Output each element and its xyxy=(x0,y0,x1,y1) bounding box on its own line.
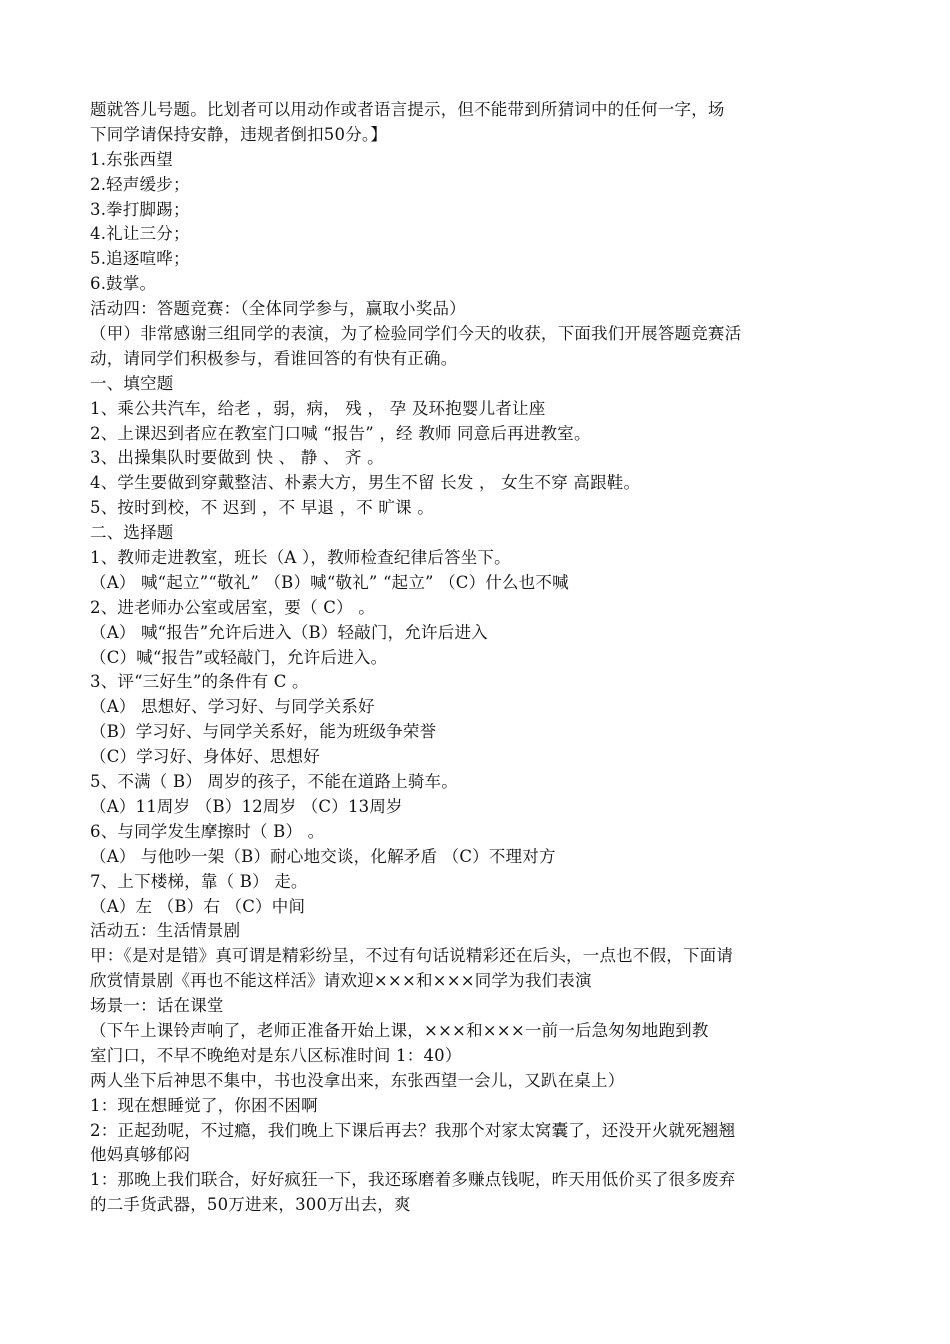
option-line: （A） 喊“报告”允许后进入（B）轻敲门，允许后进入 xyxy=(90,622,488,642)
stage-direction: （下午上课铃声响了，老师正准备开始上课，×××和×××一前一后急匆匆地跑到教 xyxy=(90,1020,709,1040)
question-line: 1、教师走进教室，班长（A ），教师检查纪律后答坐下。 xyxy=(90,548,511,568)
section-heading: 一、填空题 xyxy=(90,373,174,393)
dialogue-line: 的二手货武器，50万进来，300万出去，爽 xyxy=(90,1195,411,1215)
list-item: 2.轻声缓步； xyxy=(90,174,190,194)
question-line: 3、评“三好生”的条件有 C 。 xyxy=(90,672,309,692)
question-line: 3、出操集队时要做到 快 、 静 、 齐 。 xyxy=(90,448,384,468)
list-item: 5.追逐喧哗； xyxy=(90,249,190,269)
question-line: 1、乘公共汽车，给老 ，弱，病， 残 ， 孕 及环抱婴儿者让座 xyxy=(90,398,546,418)
list-item: 6.鼓掌。 xyxy=(90,274,157,294)
dialogue-line: 2：正起劲呢，不过瘾，我们晚上下课后再去？我那个对家太窝囊了，还没开火就死翘翘 xyxy=(90,1120,736,1140)
text-line: 欣赏情景剧《再也不能这样活》请欢迎×××和×××同学为我们表演 xyxy=(90,971,592,991)
document-body xyxy=(90,98,820,1218)
section-heading: 活动四：答题竞赛：（全体同学参与，赢取小奖品） xyxy=(90,299,466,319)
dialogue-line: 他妈真够郁闷 xyxy=(90,1145,191,1165)
option-line: （A）左 （B）右 （C）中间 xyxy=(90,896,306,916)
question-line: 4、学生要做到穿戴整洁、朴素大方，男生不留 长发 ， 女生不穿 高跟鞋。 xyxy=(90,473,641,493)
list-item: 1.东张西望 xyxy=(90,149,173,169)
dialogue-line: 1：现在想睡觉了，你困不困啊 xyxy=(90,1095,318,1115)
question-line: 5、按时到校，不 迟到 ，不 早退 ，不 旷课 。 xyxy=(90,498,434,518)
question-line: 6、与同学发生摩擦时（ B） 。 xyxy=(90,821,325,841)
dialogue-line: 1：那晚上我们联合，好好疯狂一下，我还琢磨着多赚点钱呢，昨天用低价买了很多废弃 xyxy=(90,1170,736,1190)
text-line: （甲）非常感谢三组同学的表演，为了检验同学们今天的收获，下面我们开展答题竞赛活 xyxy=(90,324,742,344)
option-line: （A）11周岁 （B）12周岁 （C）13周岁 xyxy=(90,796,403,816)
question-line: 2、进老师办公室或居室，要（ C） 。 xyxy=(90,597,375,617)
option-line: （A） 思想好、学习好、与同学关系好 xyxy=(90,697,375,717)
list-item: 3.拳打脚踢； xyxy=(90,199,190,219)
question-line: 2、上课迟到者应在教室门口喊 “报告” ，经 教师 同意后再进教室。 xyxy=(90,423,591,443)
stage-direction: 室门口，不早不晚绝对是东八区标准时间 1：40） xyxy=(90,1045,462,1065)
text-line: 动，请同学们积极参与，看谁回答的有快有正确。 xyxy=(90,348,458,368)
option-line: （B）学习好、与同学关系好，能为班级争荣誉 xyxy=(90,722,437,742)
scene-heading: 场景一：话在课堂 xyxy=(90,996,224,1016)
text-line: 下同学请保持安静，违规者倒扣50分。】 xyxy=(90,124,388,144)
option-line: （A） 喊“起立”“敬礼” （B）喊“敬礼” “起立” （C）什么也不喊 xyxy=(90,572,569,592)
text-line: 题就答儿号题。比划者可以用动作或者语言提示，但不能带到所猜词中的任何一字，场 xyxy=(90,100,725,119)
question-line: 7、上下楼梯，靠（ B） 走。 xyxy=(90,871,308,891)
text-line: 甲：《是对是错》真可谓是精彩纷呈，不过有句话说精彩还在后头，一点也不假，下面请 xyxy=(90,946,734,966)
stage-direction: 两人坐下后神思不集中，书也没拿出来，东张西望一会儿，又趴在桌上） xyxy=(90,1070,625,1090)
question-line: 5、不满（ B） 周岁的孩子，不能在道路上骑车。 xyxy=(90,772,458,792)
option-line: （C）学习好、身体好、思想好 xyxy=(90,747,320,767)
section-heading: 活动五：生活情景剧 xyxy=(90,921,241,941)
list-item: 4.礼让三分； xyxy=(90,224,190,244)
option-line: （C）喊“报告”或轻敲门，允许后进入。 xyxy=(90,647,388,667)
option-line: （A） 与他吵一架（B）耐心地交谈，化解矛盾 （C）不理对方 xyxy=(90,846,556,866)
section-heading: 二、选择题 xyxy=(90,523,174,543)
